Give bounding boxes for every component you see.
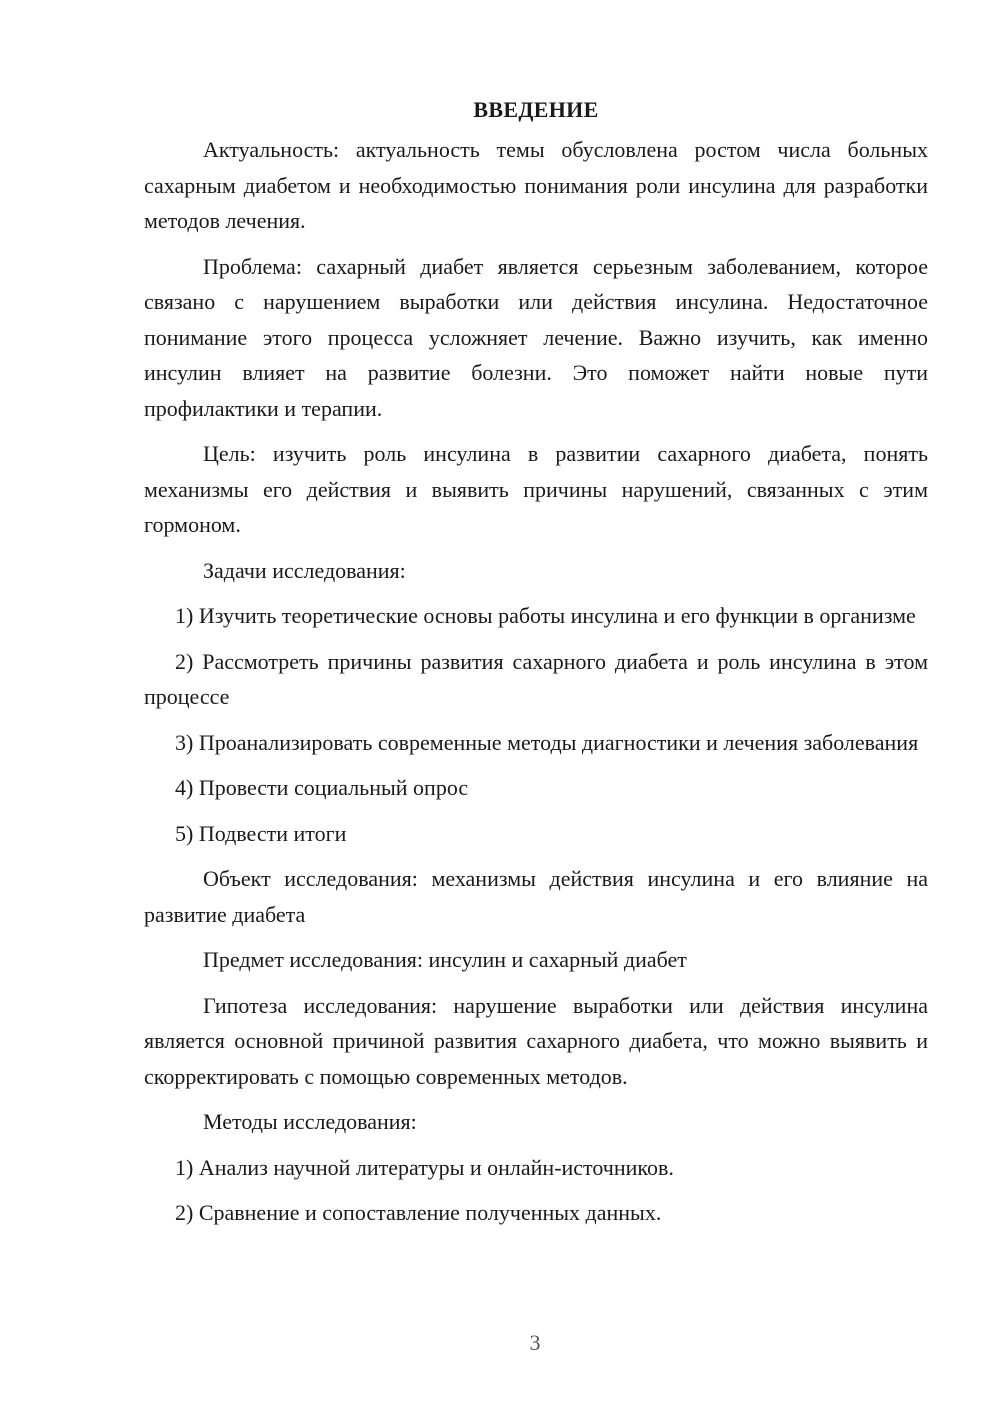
method-item: 2) Сравнение и сопоставление полученных данных. [175, 1200, 662, 1225]
document-page [144, 92, 928, 1241]
relevance-paragraph: Актуальность: актуальность темы обусловлена ростом числа больных сахарным диабетом и необходимостью понимания роли инсулина для разработки методов лечения. [144, 137, 928, 233]
task-item: 1) Изучить теоретические основы работы инсулина и его функции в организме [175, 603, 916, 628]
page-number: 3 [529, 1330, 541, 1355]
object-paragraph: Объект исследования: механизмы действия инсулина и его влияние на развитие диабета [144, 866, 928, 927]
problem-paragraph: Проблема: сахарный диабет является серьезным заболеванием, которое связано с нарушением выработки или действия инсулина. Недостаточное понимание этого процесса усложняет лечение. Важно изучить, как именно инсулин влияет на развитие болезни. Это поможет найти новые пути профилактики и терапии. [144, 253, 928, 421]
method-item: 1) Анализ научной литературы и онлайн-источников. [175, 1154, 674, 1180]
section-heading: ВВЕДЕНИЕ [473, 97, 599, 122]
hypothesis-paragraph: Гипотеза исследования: нарушение выработки или действия инсулина является основной причиной развития сахарного диабета, что можно выявить и скорректировать с помощью современных методов. [144, 992, 928, 1089]
methods-heading: Методы исследования: [203, 1109, 417, 1134]
task-item: 5) Подвести итоги [175, 820, 347, 846]
subject-paragraph: Предмет исследования: инсулин и сахарный диабет [203, 947, 687, 972]
task-item: 2) Рассмотреть причины развития сахарного диабета и роль инсулина в этом процессе [144, 648, 928, 709]
tasks-heading: Задачи исследования: [203, 557, 406, 583]
task-item: 3) Проанализировать современные методы диагностики и лечения заболевания [175, 729, 919, 755]
task-item: 4) Провести социальный опрос [175, 775, 469, 800]
goal-paragraph: Цель: изучить роль инсулина в развитии сахарного диабета, понять механизмы его действия и выявить причины нарушений, связанных с этим гормоном. [144, 441, 928, 537]
